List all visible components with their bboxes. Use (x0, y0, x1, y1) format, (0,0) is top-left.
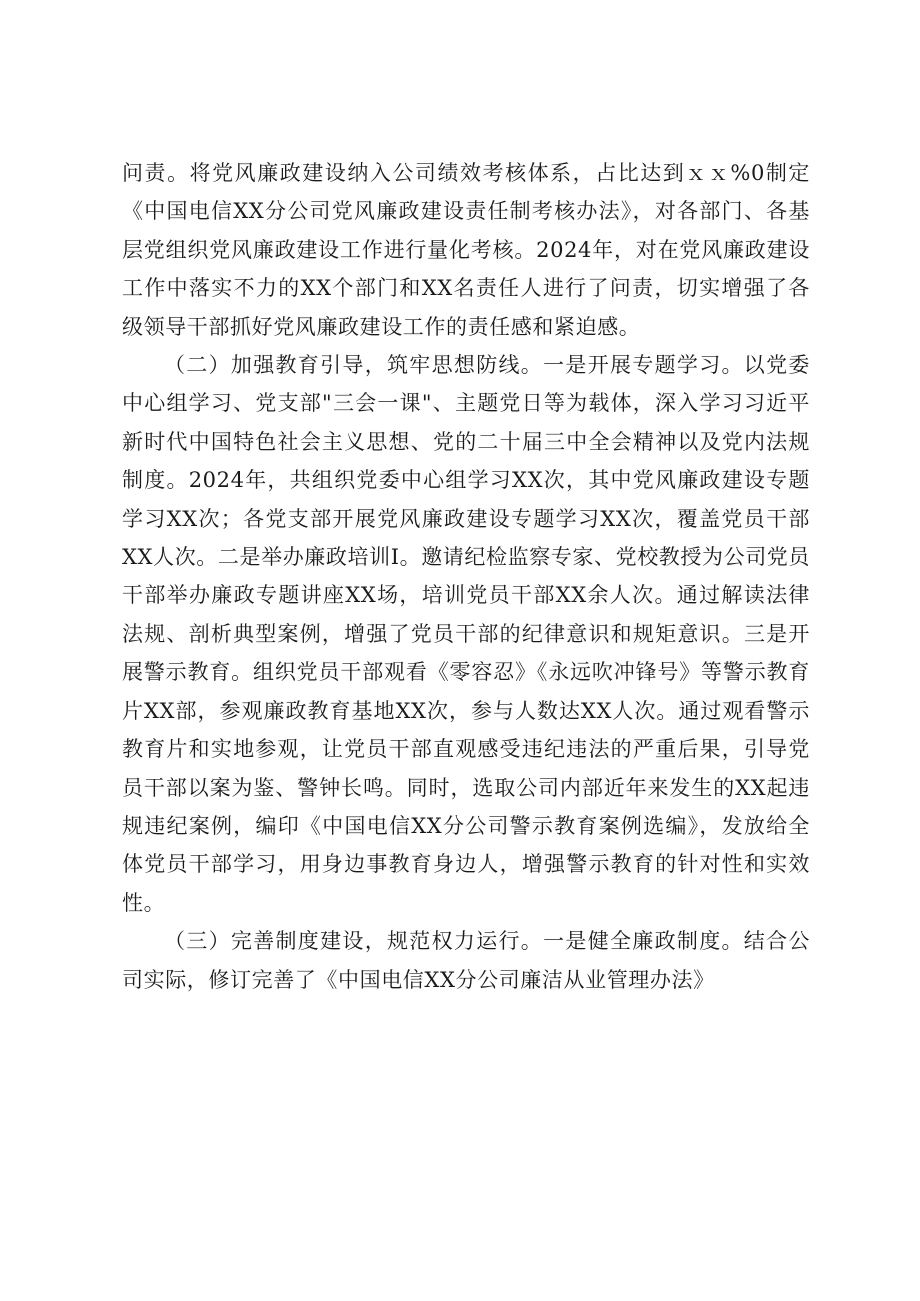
document-body (122, 154, 810, 999)
paragraph-system-building: （三）完善制度建设，规范权力运行。一是健全廉政制度。结合公司实际，修订完善了《中国电信XX分公司廉洁从业管理办法》 (122, 929, 810, 992)
paragraph-accountability-continued: 问责。将党风廉政建设纳入公司绩效考核体系，占比达到ｘｘ%0制定《中国电信XX分公司党风廉政建设责任制考核办法》，对各部门、各基层党组织党风廉政建设工作进行量化考核。2024年，对在党风廉政建设工作中落实不力的XX个部门和XX名责任人进行了问责，切实增强了各级领导干部抓好党风廉政建设工作的责任感和紧迫感。 (122, 161, 810, 339)
paragraph-education-guidance: （二）加强教育引导，筑牢思想防线。一是开展专题学习。以党委中心组学习、党支部"三会一课"、主题党日等为载体，深入学习习近平新时代中国特色社会主义思想、党的二十届三中全会精神以及党内法规制度。2024年，共组织党委中心组学习XX次，其中党风廉政建设专题学习XX次；各党支部开展党风廉政建设专题学习XX次，覆盖党员干部XX人次。二是举办廉政培训I。邀请纪检监察专家、党校教授为公司党员干部举办廉政专题讲座XX场，培训党员干部XX余人次。通过解读法律法规、剖析典型案例，增强了党员干部的纪律意识和规矩意识。三是开展警示教育。组织党员干部观看《零容忍》《永远吹冲锋号》等警示教育片XX部，参观廉政教育基地XX次，参与人数达XX人次。通过观看警示教育片和实地参观，让党员干部直观感受违纪违法的严重后果，引导党员干部以案为鉴、警钟长鸣。同时，选取公司内部近年来发生的XX起违规违纪案例，编印《中国电信XX分公司警示教育案例选编》，发放给全体党员干部学习，用身边事教育身边人，增强警示教育的针对性和实效性。 (122, 353, 810, 915)
